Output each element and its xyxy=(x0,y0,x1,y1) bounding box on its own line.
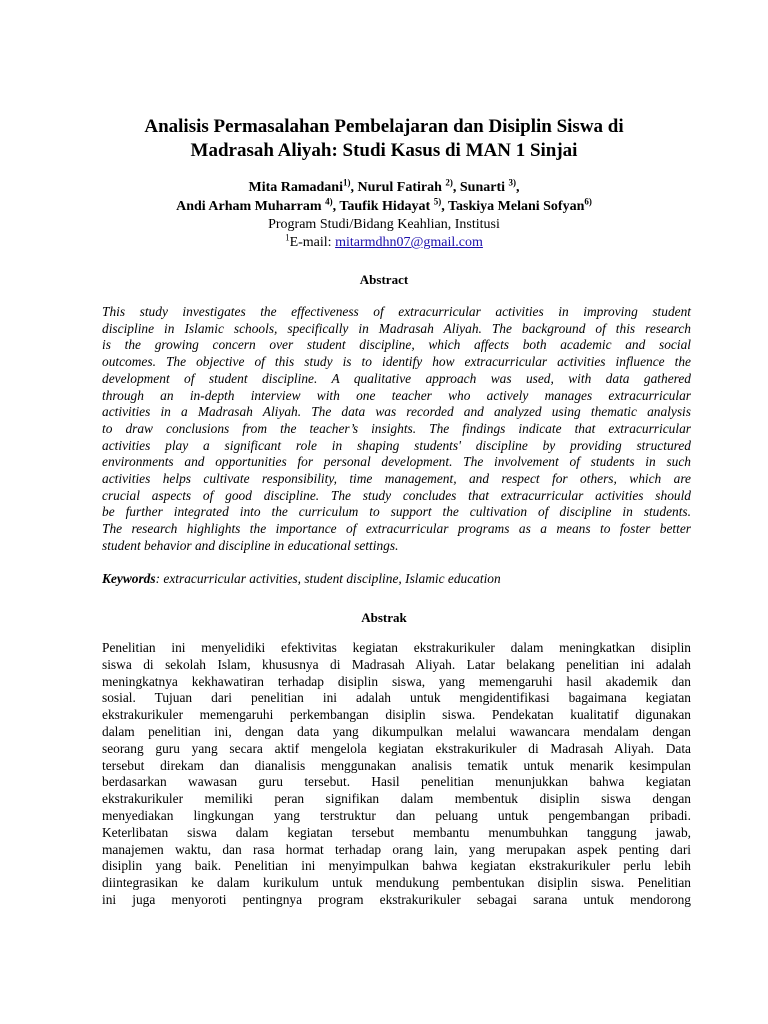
text-line: be further integrated into the curriculum to support the cultivation of discipline in students. xyxy=(102,504,691,520)
abstract-heading: Abstract xyxy=(359,272,409,287)
email-label: E-mail: xyxy=(289,235,336,250)
text-line: crucial aspects of good discipline. The study concludes that extracurricular activities should xyxy=(102,487,691,503)
text-line: sosial. Tujuan dari penelitian ini adalah untuk mengidentifikasi bagaimana kegiatan xyxy=(102,690,691,706)
paper-title xyxy=(0,115,768,163)
author-name: Andi Arham Muharram xyxy=(176,199,322,214)
text-line: The research highlights the importance of extracurricular programs as a means to foster better xyxy=(102,521,691,537)
author-line-2: Andi Arham Muharram $^{4)}$, Taufik Hidayat $^{5)}$, Taskiya Melani Sofyan$^{6)}$ xyxy=(176,196,592,214)
text-line: ekstrakurikuler memiliki peran signifikan dalam membentuk disiplin siswa dengan xyxy=(102,791,691,807)
author-mark: 2) xyxy=(445,177,453,188)
text-line: menyediakan lingkungan yang terstruktur dan peluang untuk pengembangan pribadi. xyxy=(102,807,691,823)
author-name: Nurul Fatirah xyxy=(357,180,442,195)
text-line: tersebut direkam dan dianalisis menggunakan analisis tematik untuk menarik kesimpulan xyxy=(102,757,691,773)
keywords-line xyxy=(102,571,691,587)
author-name: Sunarti xyxy=(459,180,505,195)
text-line: Penelitian ini menyelidiki efektivitas kegiatan ekstrakurikuler dalam meningkatkan disiplin xyxy=(102,640,691,655)
text-line: through an in-depth interview with one teacher who actively manages extracurricular xyxy=(102,387,691,403)
author-mark: 1) xyxy=(342,177,351,188)
text-line: environments and opportunities for personal development. The involvement of students in such xyxy=(102,454,691,470)
keywords-text: : extracurricular activities, student discipline, Islamic education xyxy=(155,571,501,586)
text-line: outcomes. The objective of this study is to identify how extracurricular activities influence the xyxy=(102,354,691,370)
text-line: dalam penelitian ini, dengan data yang dikumpulkan melalui wawancara mendalam dengan xyxy=(102,723,691,739)
text-line: Keterlibatan siswa dalam kegiatan tersebut membantu menumbuhkan tanggung jawab, xyxy=(102,824,691,840)
title-line-2: Madrasah Aliyah: Studi Kasus di MAN 1 Sinjai xyxy=(190,140,578,161)
text-line: activities play a significant role in shaping students' discipline by providing structured xyxy=(102,437,691,453)
affiliation: Program Studi/Bidang Keahlian, Institusi xyxy=(268,217,500,232)
text-line: meningkatnya kekhawatiran terhadap disiplin siswa, yang memengaruhi hasil akademik dan xyxy=(102,673,691,689)
text-line: discipline in Islamic schools, specifically in Madrasah Aliyah. The background of this research xyxy=(102,320,691,336)
text-line: diintegrasikan ke dalam kurikulum untuk mendukung pembentukan disiplin siswa. Penelitian xyxy=(102,875,691,891)
text-line: ini juga menyoroti pentingnya program ekstrakurikuler sebagai sarana untuk mendorong xyxy=(102,891,691,907)
text-line: ekstrakurikuler memengaruhi perkembangan disiplin siswa. Pendekatan kualitatif digunakan xyxy=(102,707,691,723)
author-mark: 6) xyxy=(584,196,592,207)
abstract-body xyxy=(102,304,691,555)
email-mark: 1 xyxy=(285,232,290,243)
text-line: disiplin yang baik. Penelitian ini menyimpulkan bahwa kegiatan ekstrakurikuler perlu lebih xyxy=(102,858,691,874)
text-line: is the growing concern over student discipline, which affects both academic and social xyxy=(102,337,691,353)
abstrak-heading: Abstrak xyxy=(361,610,407,625)
author-name: Taufik Hidayat xyxy=(339,199,431,214)
text-line: to draw conclusions from the teacher’s insights. The findings indicate that extracurricular xyxy=(102,420,691,436)
text-line: berdasarkan wawasan guru tersebut. Hasil penelitian menunjukkan bahwa kegiatan xyxy=(102,774,691,790)
text-line: development of student discipline. A qualitative approach was used, with data gathered xyxy=(102,370,691,386)
text-line: student behavior and discipline in educational settings. xyxy=(102,537,399,553)
text-line: siswa di sekolah Islam, khususnya di Madrasah Aliyah. Latar belakang penelitian ini adalah xyxy=(102,656,691,672)
author-list xyxy=(0,178,768,216)
abstrak-body xyxy=(102,640,691,909)
email-link[interactable]: mitarmdhn07@gmail.com xyxy=(335,235,483,250)
text-line: manajemen waktu, dan rasa hormat terhadap orang lain, yang merupakan aspek penting dari xyxy=(102,841,691,857)
author-name: Mita Ramadani xyxy=(248,180,343,195)
text-line: activities in a Madrasah Aliyah. The data was recorded and analyzed using thematic analysis xyxy=(102,404,691,420)
text-line: This study investigates the effectiveness of extracurricular activities in improving student xyxy=(102,304,691,319)
author-mark: 5) xyxy=(433,196,442,207)
text-line: activities helps cultivate responsibility, time management, and respect for others, which are xyxy=(102,471,691,487)
keywords-label: Keywords xyxy=(102,571,156,586)
author-line-1: Mita Ramadani$^{1)}$, Nurul Fatirah $^{2)}$, Sunarti $^{3)}$, xyxy=(248,177,520,195)
author-name: Taskiya Melani Sofyan xyxy=(447,199,585,214)
title-line-1: Analisis Permasalahan Pembelajaran dan Disiplin Siswa di xyxy=(144,116,624,137)
email-line xyxy=(0,234,768,252)
author-mark: 3) xyxy=(508,177,516,188)
author-mark: 4) xyxy=(325,196,333,207)
affiliation-block xyxy=(0,216,768,252)
text-line: seorang guru yang secara aktif mengelola kegiatan ekstrakurikuler di Madrasah Aliyah. Data xyxy=(102,740,691,756)
